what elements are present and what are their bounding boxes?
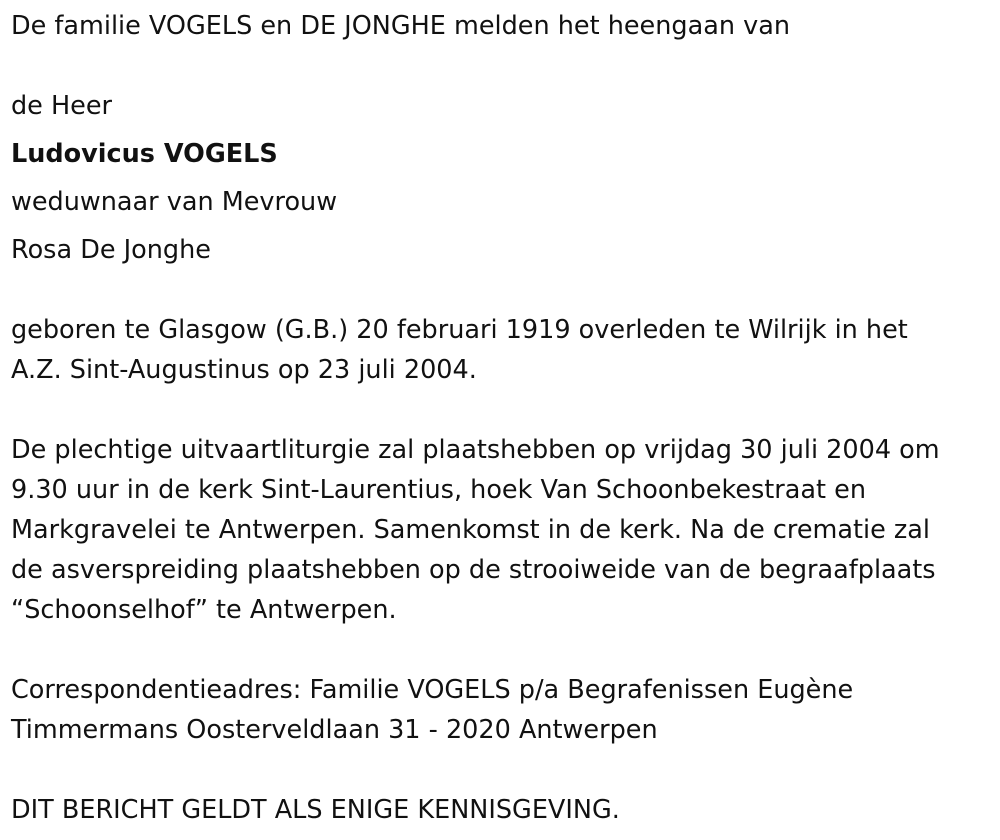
funeral-line: de asverspreiding plaatshebben op de strooiweide van de begraafplaats [11, 555, 936, 585]
intro-line: De familie VOGELS en DE JONGHE melden het heengaan van [11, 11, 790, 41]
spacer [11, 630, 991, 670]
birth-death-line: A.Z. Sint-Augustinus op 23 juli 2004. [11, 355, 477, 385]
spacer [11, 270, 991, 310]
spacer [11, 46, 991, 86]
spacer [11, 750, 991, 790]
spacer [11, 390, 991, 430]
birth-death-paragraph [11, 310, 991, 390]
correspondence-line: Timmermans Oosterveldlaan 31 - 2020 Antwerpen [11, 715, 658, 745]
funeral-line: 9.30 uur in de kerk Sint-Laurentius, hoek Van Schoonbekestraat en [11, 475, 866, 505]
obituary-notice [11, 6, 991, 830]
funeral-line: Markgravelei te Antwerpen. Samenkomst in de kerk. Na de crematie zal [11, 515, 930, 545]
correspondence-line: Correspondentieadres: Familie VOGELS p/a Begrafenissen Eugène [11, 675, 854, 705]
closing-statement: DIT BERICHT GELDT ALS ENIGE KENNISGEVING. [11, 795, 620, 825]
spouse-name: Rosa De Jonghe [11, 235, 211, 265]
deceased-name: Ludovicus VOGELS [11, 139, 278, 169]
correspondence-paragraph [11, 670, 991, 750]
honorific: de Heer [11, 91, 113, 121]
funeral-line: “Schoonselhof” te Antwerpen. [11, 595, 397, 625]
funeral-line: De plechtige uitvaartliturgie zal plaatshebben op vrijdag 30 juli 2004 om [11, 435, 940, 465]
widower-line: weduwnaar van Mevrouw [11, 187, 338, 217]
birth-death-line: geboren te Glasgow (G.B.) 20 februari 1919 overleden te Wilrijk in het [11, 315, 908, 345]
funeral-paragraph [11, 430, 991, 630]
